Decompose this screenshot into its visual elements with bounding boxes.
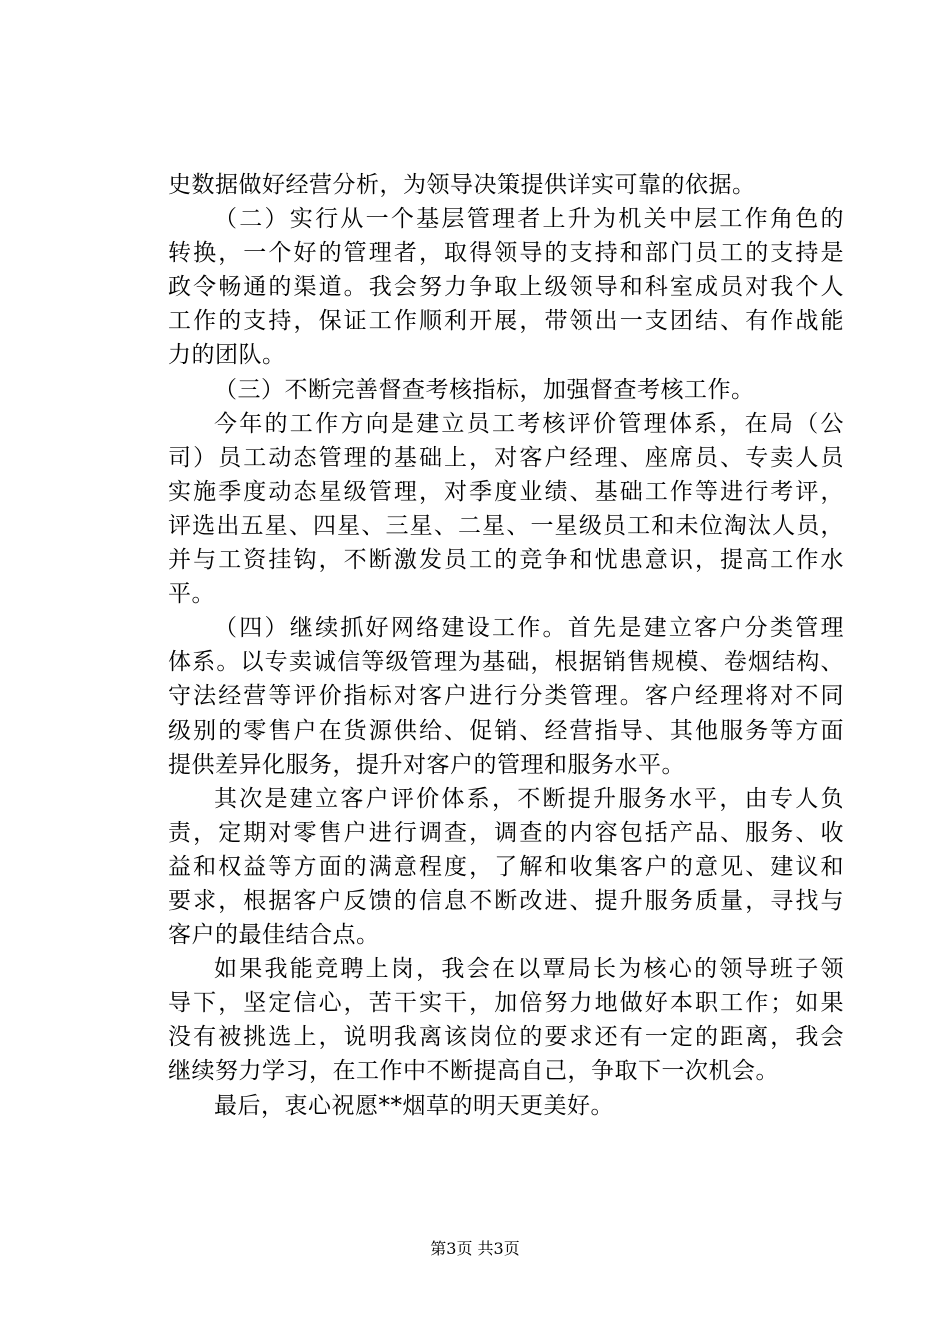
page-footer: 第3页 共3页	[430, 1239, 520, 1258]
text-line: 没有被挑选上，说明我离该岗位的要求还有一定的距离，我会	[168, 1024, 844, 1051]
text-line: 史数据做好经营分析，为领导决策提供详实可靠的依据。	[168, 172, 756, 198]
text-line: 转换，一个好的管理者，取得领导的支持和部门员工的支持是	[168, 240, 844, 267]
text-line: 司）员工动态管理的基础上，对客户经理、座席员、专卖人员	[168, 444, 844, 471]
paragraph	[168, 782, 844, 952]
text-line: 力的团队。	[168, 342, 286, 369]
paragraph	[168, 168, 844, 202]
paragraph	[168, 1089, 844, 1123]
text-line: 益和权益等方面的满意程度，了解和收集客户的意见、建议和	[168, 853, 844, 880]
text-line: 平。	[168, 581, 215, 608]
text-line: 今年的工作方向是建立员工考核评价管理体系，在局（公	[214, 410, 844, 437]
text-line: 责，定期对零售户进行调查，调查的内容包括产品、服务、收	[168, 819, 844, 846]
paragraph	[168, 407, 844, 612]
text-line: 实施季度动态星级管理，对季度业绩、基础工作等进行考评，	[168, 478, 844, 505]
text-line: 评选出五星、四星、三星、二星、一星级员工和未位淘汰人员，	[168, 512, 844, 539]
text-line: （四）继续抓好网络建设工作。首先是建立客户分类管理	[214, 615, 844, 642]
text-line: 如果我能竞聘上岗，我会在以覃局长为核心的领导班子领	[214, 956, 844, 983]
paragraph	[168, 611, 844, 781]
paragraph	[168, 952, 844, 1088]
paragraph	[168, 202, 844, 372]
text-line: （二）实行从一个基层管理者上升为机关中层工作角色的	[214, 206, 844, 233]
text-line: （三）不断完善督查考核指标，加强督查考核工作。	[214, 376, 755, 403]
text-line: 守法经营等评价指标对客户进行分类管理。客户经理将对不同	[168, 683, 844, 710]
paragraph	[168, 373, 844, 407]
document-body	[168, 168, 844, 1123]
text-line: 其次是建立客户评价体系，不断提升服务水平，由专人负	[214, 785, 844, 812]
text-line: 导下，坚定信心，苦干实干，加倍努力地做好本职工作；如果	[168, 990, 844, 1017]
text-line: 要求，根据客户反馈的信息不断改进、提升服务质量，寻找与	[168, 887, 844, 914]
text-line: 政令畅通的渠道。我会努力争取上级领导和科室成员对我个人	[168, 274, 844, 301]
text-line: 并与工资挂钩，不断激发员工的竞争和忧患意识，提高工作水	[168, 547, 844, 574]
text-line: 体系。以专卖诚信等级管理为基础，根据销售规模、卷烟结构、	[168, 649, 844, 676]
text-line: 客户的最佳结合点。	[168, 922, 380, 949]
text-line: 级别的零售户在货源供给、促销、经营指导、其他服务等方面	[168, 717, 844, 744]
text-line: 继续努力学习，在工作中不断提高自己，争取下一次机会。	[168, 1058, 779, 1085]
text-line: 提供差异化服务，提升对客户的管理和服务水平。	[168, 751, 685, 778]
text-line: 工作的支持，保证工作顺利开展，带领出一支团结、有作战能	[168, 308, 844, 335]
text-line: 最后，衷心祝愿**烟草的明天更美好。	[214, 1092, 614, 1119]
